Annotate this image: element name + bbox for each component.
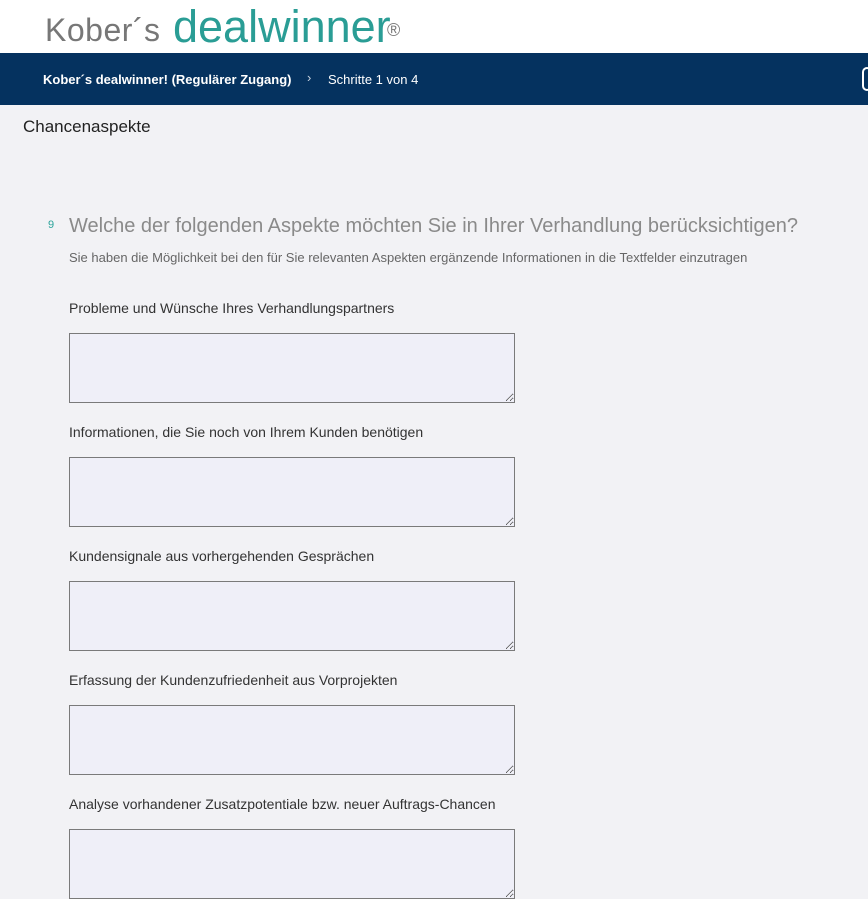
menu-toggle-icon[interactable] — [862, 67, 868, 91]
logo-registered-mark: ® — [387, 20, 401, 40]
textarea-customer-satisfaction[interactable] — [69, 705, 515, 775]
question-number: 9 — [48, 219, 55, 231]
field-label-customer-signals: Kundensignale aus vorhergehenden Gesprächen — [69, 548, 375, 564]
chevron-right-icon: › — [307, 70, 312, 85]
page-title: Chancenaspekte — [23, 117, 151, 136]
breadcrumb-bar — [0, 53, 868, 105]
logo-kober-text: Kober´s — [45, 12, 161, 48]
question-title: Welche der folgenden Aspekte möchten Sie in Ihrer Verhandlung berücksichtigen? — [69, 215, 798, 237]
field-label-customer-info: Informationen, die Sie noch von Ihrem Kunden benötigen — [69, 424, 424, 440]
app-header — [0, 0, 868, 53]
question-subtitle: Sie haben die Möglichkeit bei den für Sie relevanten Aspekten ergänzende Informationen in die Textfelder einzutragen — [69, 250, 748, 265]
breadcrumb-survey-link[interactable]: Kober´s dealwinner! (Regulärer Zugang) — [43, 72, 292, 87]
field-label-additional-potential: Analyse vorhandener Zusatzpotentiale bzw. neuer Auftrags-Chancen — [69, 796, 496, 812]
breadcrumb-step-indicator: Schritte 1 von 4 — [328, 72, 419, 87]
textarea-partner-problems[interactable] — [69, 333, 515, 403]
textarea-customer-info[interactable] — [69, 457, 515, 527]
field-label-customer-satisfaction: Erfassung der Kundenzufriedenheit aus Vorprojekten — [69, 672, 398, 688]
textarea-additional-potential[interactable] — [69, 829, 515, 899]
textarea-customer-signals[interactable] — [69, 581, 515, 651]
field-label-partner-problems: Probleme und Wünsche Ihres Verhandlungspartners — [69, 300, 395, 316]
logo-dealwinner-text: dealwinner — [173, 1, 391, 52]
